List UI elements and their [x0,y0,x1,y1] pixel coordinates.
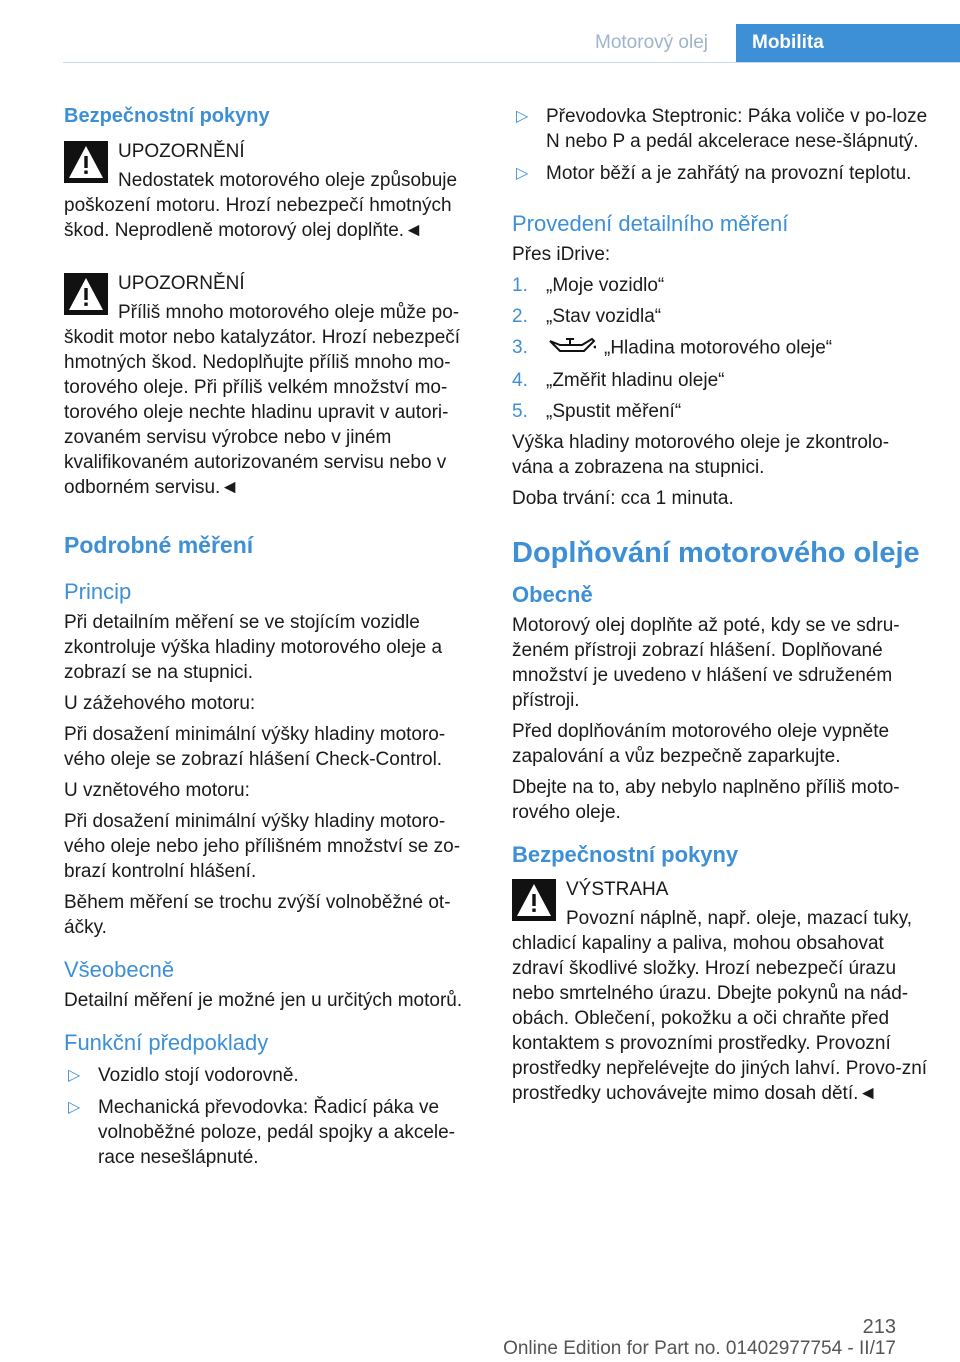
warning-title: VÝSTRAHA [566,879,669,900]
principle-heading: Princip [64,579,132,604]
page-number: 213 [862,1316,896,1338]
warning-box [512,877,928,1106]
paragraph: Výška hladiny motorového oleje je zkontrolo-vána a zobrazena na stupnici. [512,432,890,478]
list-item: 3. „Hladina motorového oleje“ [512,335,928,362]
paragraph: Před doplňováním motorového oleje vypněte zapalování a vůz bezpečně zaparkujte. [512,721,890,767]
triangle-right-icon: ▷ [68,1067,81,1084]
right-column [512,100,928,1134]
warning-body: Nedostatek motorového oleje způsobuje poškození motoru. Hrozí nebezpečí hmotných škod. Neprodleně motorový olej doplňte.◄ [64,170,458,241]
triangle-right-icon: ▷ [516,108,529,125]
left-column [64,100,478,1177]
chapter-tab: Mobilita [736,24,960,62]
paragraph: Přes iDrive: [512,244,611,265]
list-item: 5. „Spustit měření“ [512,401,682,422]
prereq-list-continued [512,104,928,186]
paragraph: Při dosažení minimální výšky hladiny motoro-vého oleje se zobrazí hlášení Check-Control. [64,724,446,770]
warning-title: UPOZORNĚNÍ [118,141,245,162]
list-item: 1. „Moje vozidlo“ [512,275,665,296]
paragraph: Dbejte na to, aby nebylo naplněno příliš moto-rového oleje. [512,777,900,823]
oil-can-icon [546,335,596,362]
list-item: ▷ Převodovka Steptronic: Páka voliče v po-loze N nebo P a pedál akcelerace nese-šlápnutý. [516,106,928,152]
list-item: ▷ Motor běží a je zahřátý na provozní teplotu. [516,163,912,184]
generally-heading: Obecně [512,582,593,607]
paragraph: Detailní měření je možné jen u určitých motorů. [64,990,463,1011]
warning-triangle-icon [64,141,108,183]
paragraph: Při detailním měření se ve stojícím vozidle zkontroluje výška hladiny motorového oleje a zobrazí se na stupnici. [64,612,443,683]
triangle-right-icon: ▷ [68,1099,81,1116]
warning-title: UPOZORNĚNÍ [118,273,245,294]
list-item: ▷ Mechanická převodovka: Řadicí páka ve volnoběžné poloze, pedál spojky a akcele-race nesešlápnuté. [68,1097,456,1168]
paragraph: Při dosažení minimální výšky hladiny motoro-vého oleje nebo jeho přílišném množství se zo-brazí kontrolní hlášení. [64,811,461,882]
refill-heading: Doplňování motorového oleje [512,537,920,569]
safety-heading: Bezpečnostní pokyny [64,105,270,127]
edition-line: Online Edition for Part no. 01402977754 - II/17 [503,1338,896,1359]
warning-box [64,139,478,243]
list-item: ▷ Vozidlo stojí vodorovně. [68,1065,299,1086]
page-header [63,24,960,63]
steps-list [512,273,928,424]
warning-body: Povozní náplně, např. oleje, mazací tuky, chladicí kapaliny a paliva, mohou obsahovat zdraví škodlivé složky. Hrozí nebezpečí úrazu nebo smrtelného úrazu. Dbejte pokynů na nád-obách. Oblečení, pokožku a oči chraňte před kontaktem s provozními prostředky. Provozní prostředky nepřelévejte do jiných lahví. Provo-zní prostředky uchovávejte mimo dosah dětí.◄ [512,908,928,1104]
paragraph: U zážehového motoru: [64,693,256,714]
prereq-heading: Funkční předpoklady [64,1030,269,1055]
warning-body: Příliš mnoho motorového oleje může po-škodit motor nebo katalyzátor. Hrozí nebezpečí hmotných škod. Nedoplňujte příliš mnoho mo-torového oleje. Při příliš velkém množství mo-torového oleje nechte hladinu upravit v autori-zovaném servisu výrobce nebo v jiném kvalifikovaném autorizovaném servisu nebo v odborném servisu.◄ [64,302,461,498]
perform-heading: Provedení detailního měření [512,211,789,236]
prereq-list [64,1063,478,1170]
paragraph: Doba trvání: cca 1 minuta. [512,488,734,509]
section-tab: Motorový olej [595,32,708,53]
paragraph: Během měření se trochu zvýší volnoběžné ot-áčky. [64,892,451,938]
paragraph: U vznětového motoru: [64,780,250,801]
warning-triangle-icon [64,273,108,315]
general-heading: Všeobecně [64,957,175,982]
detail-heading: Podrobné měření [64,532,254,558]
warning-box [64,271,478,500]
safety-heading: Bezpečnostní pokyny [512,842,739,867]
warning-triangle-icon [512,879,556,921]
list-item: 4. „Změřit hladinu oleje“ [512,370,725,391]
triangle-right-icon: ▷ [516,165,529,182]
paragraph: Motorový olej doplňte až poté, kdy se ve sdru-ženém přístroji zobrazí hlášení. Doplňované množství je uvedeno v hlášení ve sdruženém přístroji. [512,615,900,711]
list-item: 2. „Stav vozidla“ [512,306,662,327]
